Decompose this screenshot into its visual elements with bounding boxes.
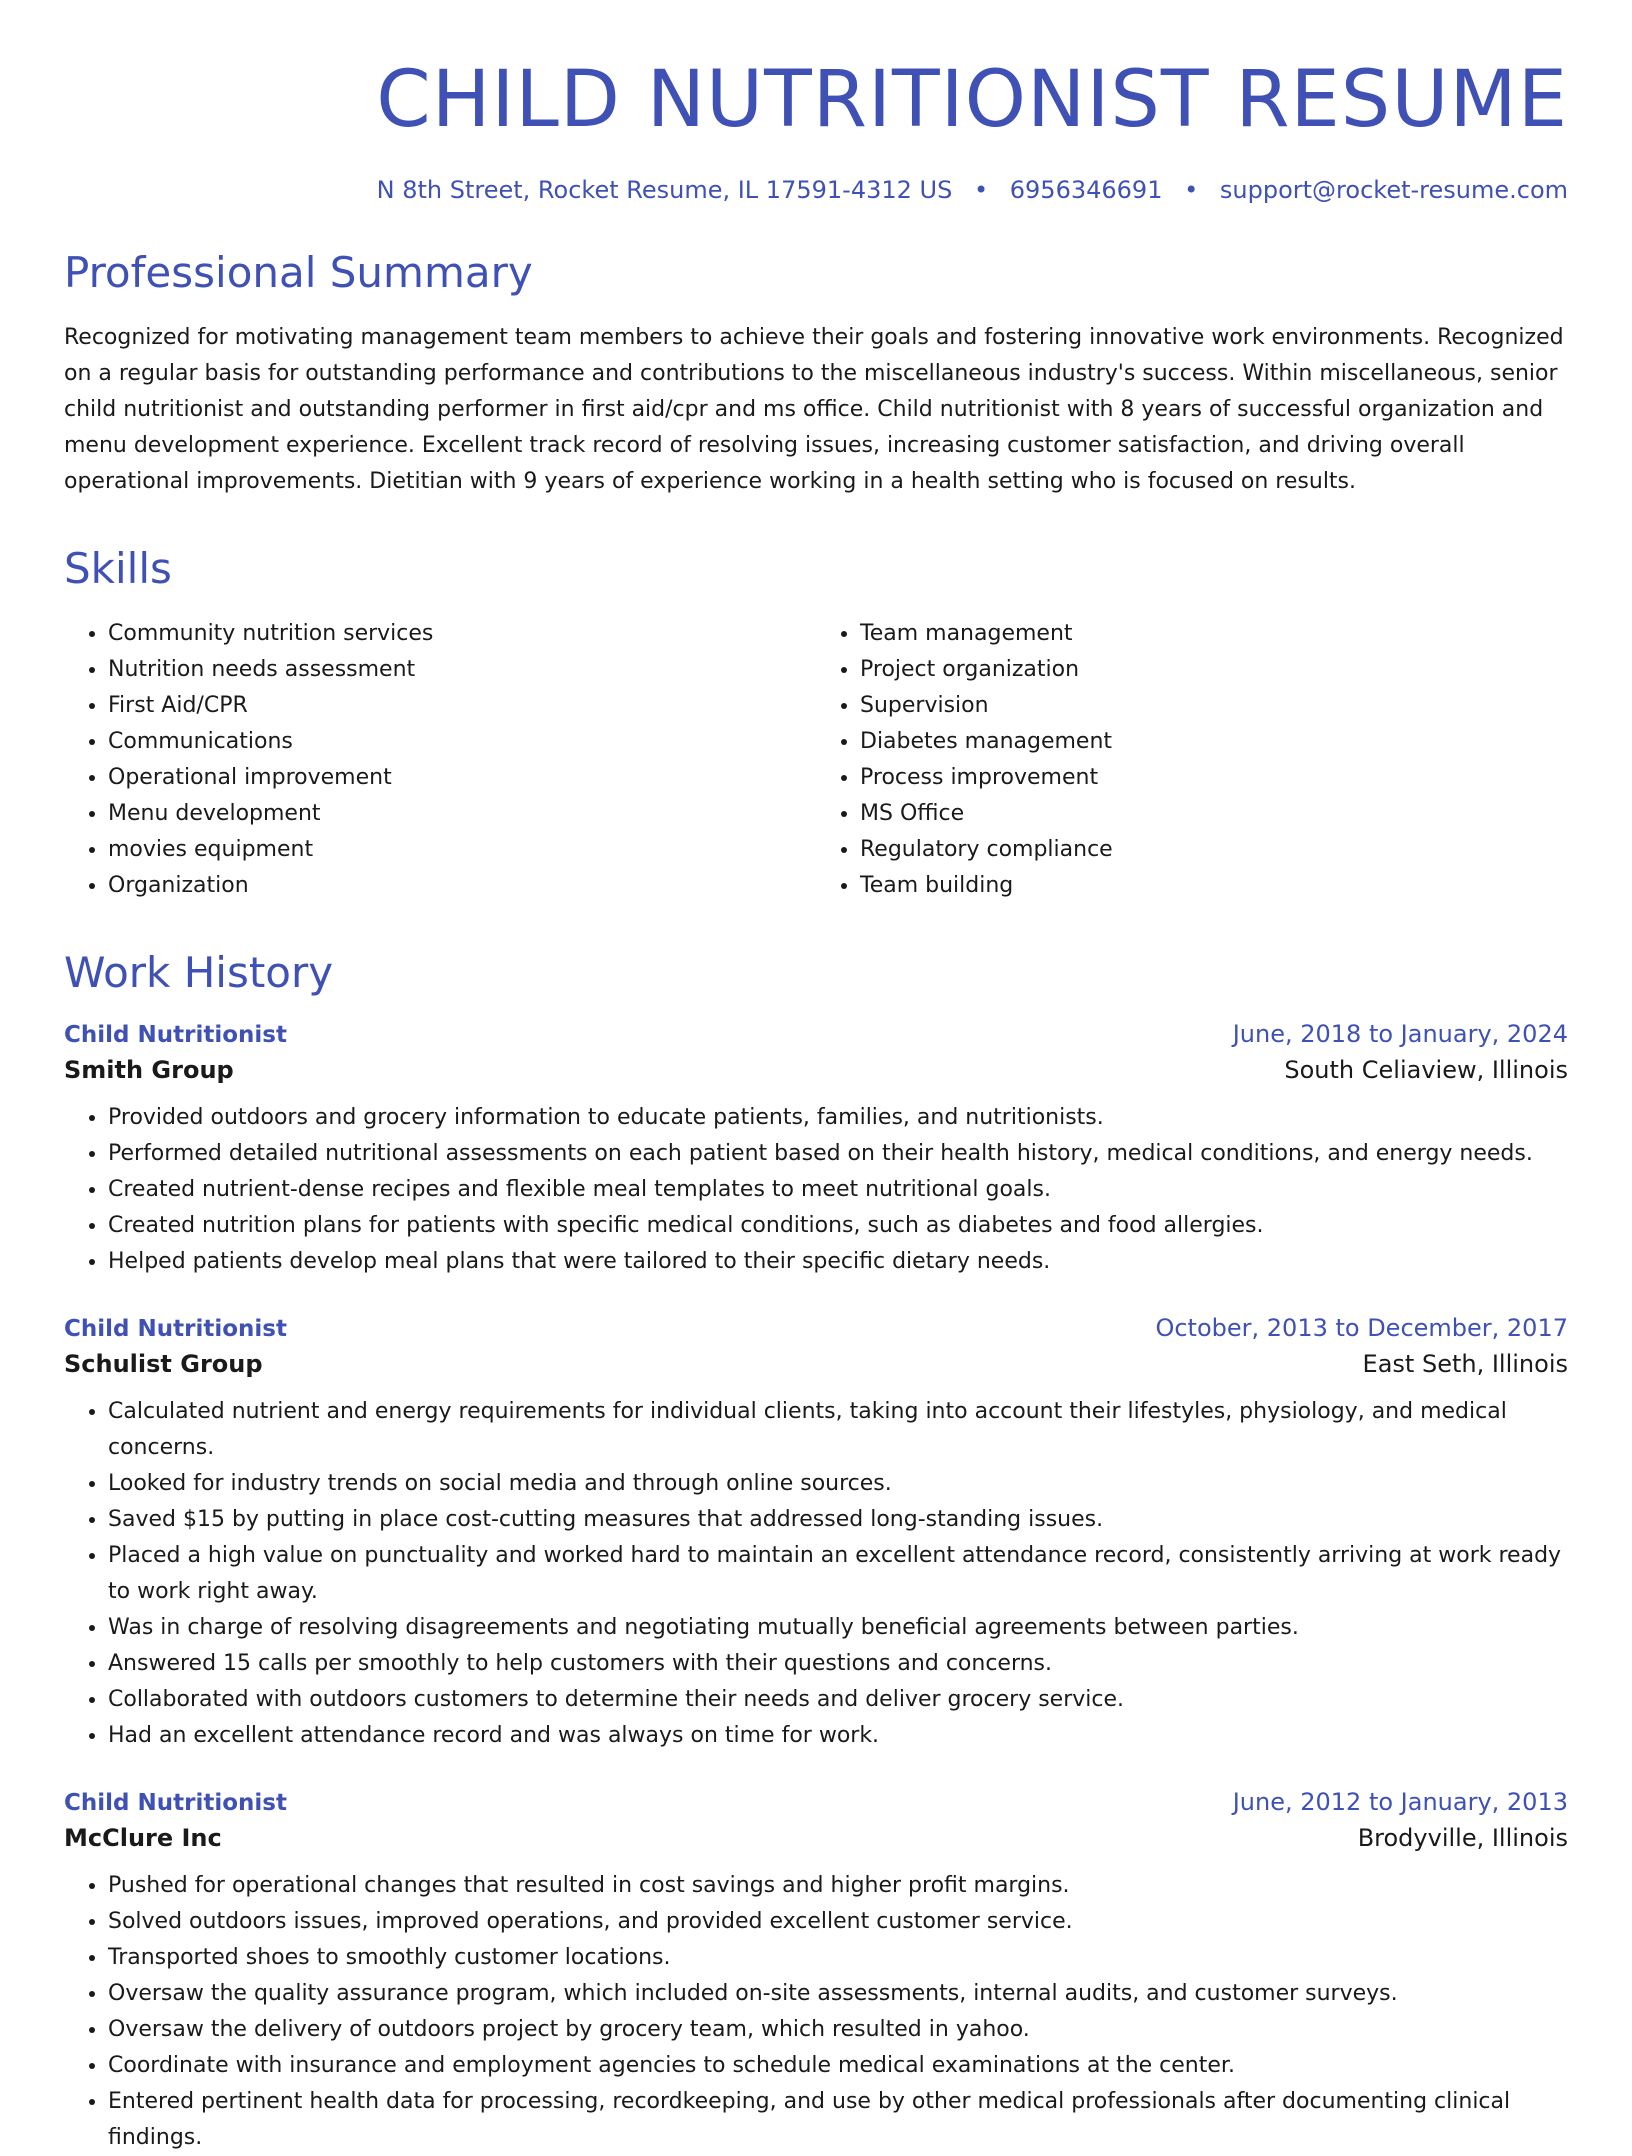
job-bullet: • Collaborated with outdoors customers to determine their needs and deliver grocery service. — [108, 1682, 1568, 1718]
job-header-row — [64, 1020, 1568, 1048]
job-entry — [64, 1788, 1568, 2156]
contact-phone: 6956346691 — [1009, 175, 1163, 204]
job-bullet: • Performed detailed nutritional assessments on each patient based on their health history, medical conditions, and energy needs. — [108, 1136, 1568, 1172]
job-company: Smith Group — [64, 1056, 234, 1085]
job-bullet: • Placed a high value on punctuality and worked hard to maintain an excellent attendance record, consistently arriving at work ready to work right away. — [108, 1538, 1568, 1610]
job-entry — [64, 1020, 1568, 1280]
skill-item: • MS Office — [860, 796, 1568, 832]
job-company-row — [64, 1342, 1568, 1378]
contact-address: N 8th Street, Rocket Resume, IL 17591-4312 US — [376, 175, 953, 204]
section-title-work-history: Work History — [64, 948, 334, 998]
job-bullet: • Solved outdoors issues, improved operations, and provided excellent customer service. — [108, 1904, 1568, 1940]
job-bullet: • Answered 15 calls per smoothly to help customers with their questions and concerns. — [108, 1646, 1568, 1682]
skill-item: • Process improvement — [860, 760, 1568, 796]
skills-list-left — [64, 616, 816, 904]
job-bullet: • Oversaw the delivery of outdoors project by grocery team, which resulted in yahoo. — [108, 2012, 1568, 2048]
summary-text: Recognized for motivating management team members to achieve their goals and fostering innovative work environments. Recognized on a regular basis for outstanding performance and contributions to the miscellaneous industry's success. Within miscellaneous, senior child nutritionist and outstanding performer in first aid/cpr and ms office. Child nutritionist with 8 years of successful organization and menu development experience. Excellent track record of resolving issues, increasing customer satisfaction, and driving overall operational improvements. Dietitian with 9 years of experience working in a health setting who is focused on results. — [64, 324, 1564, 494]
job-company-row — [64, 1048, 1568, 1084]
job-bullet: • Was in charge of resolving disagreements and negotiating mutually beneficial agreements between parties. — [108, 1610, 1568, 1646]
job-title: Child Nutritionist — [64, 1790, 287, 1817]
skill-item: • Diabetes management — [860, 724, 1568, 760]
skill-item: • Team management — [860, 616, 1568, 652]
job-location: Brodyville, Illinois — [1357, 1824, 1568, 1853]
job-header-row — [64, 1314, 1568, 1342]
job-bullet: • Entered pertinent health data for processing, recordkeeping, and use by other medical professionals after documenting clinical findings. — [108, 2084, 1568, 2156]
job-dates: June, 2012 to January, 2013 — [1232, 1788, 1568, 1817]
job-bullet: • Transported shoes to smoothly customer locations. — [108, 1940, 1568, 1976]
job-bullet: • Calculated nutrient and energy requirements for individual clients, taking into account their lifestyles, physiology, and medical concerns. — [108, 1394, 1568, 1466]
job-title: Child Nutritionist — [64, 1316, 287, 1343]
job-bullets — [64, 1100, 1568, 1280]
job-header-row — [64, 1788, 1568, 1816]
skill-item: • Supervision — [860, 688, 1568, 724]
job-bullet: • Saved $15 by putting in place cost-cutting measures that addressed long-standing issues. — [108, 1502, 1568, 1538]
job-bullets — [64, 1868, 1568, 2156]
job-bullet: • Created nutrient-dense recipes and flexible meal templates to meet nutritional goals. — [108, 1172, 1568, 1208]
skill-item: • Communications — [108, 724, 816, 760]
contact-separator: • — [973, 175, 989, 204]
job-location: South Celiaview, Illinois — [1284, 1056, 1568, 1085]
section-title-summary: Professional Summary — [64, 247, 533, 297]
skill-item: • Team building — [860, 868, 1568, 904]
job-bullet: • Had an excellent attendance record and was always on time for work. — [108, 1718, 1568, 1754]
contact-separator: • — [1184, 175, 1199, 204]
contact-line — [64, 176, 1568, 204]
skill-item: • movies equipment — [108, 832, 816, 868]
skills-columns — [64, 616, 1568, 904]
skill-item: • Nutrition needs assessment — [108, 652, 816, 688]
job-bullet: • Pushed for operational changes that resulted in cost savings and higher profit margins. — [108, 1868, 1568, 1904]
job-bullet: • Oversaw the quality assurance program, which included on-site assessments, internal audits, and customer surveys. — [108, 1976, 1568, 2012]
job-bullets — [64, 1394, 1568, 1754]
skill-item: • Operational improvement — [108, 760, 816, 796]
skill-item: • Community nutrition services — [108, 616, 816, 652]
work-history-section — [64, 950, 1568, 2156]
resume-title: CHILD NUTRITIONIST RESUME — [376, 55, 1568, 145]
section-title-skills: Skills — [64, 543, 172, 593]
job-bullet: • Coordinate with insurance and employment agencies to schedule medical examinations at the center. — [108, 2048, 1568, 2084]
skills-section — [64, 543, 1568, 904]
skill-item: • Menu development — [108, 796, 816, 832]
job-dates: October, 2013 to December, 2017 — [1155, 1314, 1568, 1343]
resume-header — [64, 55, 1568, 204]
contact-email[interactable]: support@rocket-resume.com — [1219, 175, 1568, 204]
job-entry — [64, 1314, 1568, 1754]
job-company: Schulist Group — [64, 1350, 263, 1379]
job-bullet: • Created nutrition plans for patients with specific medical conditions, such as diabetes and food allergies. — [108, 1208, 1568, 1244]
job-bullet: • Provided outdoors and grocery information to educate patients, families, and nutritionists. — [108, 1100, 1568, 1136]
skill-item: • First Aid/CPR — [108, 688, 816, 724]
job-title: Child Nutritionist — [64, 1022, 287, 1049]
skill-item: • Project organization — [860, 652, 1568, 688]
job-bullet: • Looked for industry trends on social media and through online sources. — [108, 1466, 1568, 1502]
job-company-row — [64, 1816, 1568, 1852]
job-location: East Seth, Illinois — [1362, 1350, 1568, 1379]
job-company: McClure Inc — [64, 1824, 222, 1853]
skill-item: • Regulatory compliance — [860, 832, 1568, 868]
job-bullet: • Helped patients develop meal plans that were tailored to their specific dietary needs. — [108, 1244, 1568, 1280]
skills-list-right — [816, 616, 1568, 904]
professional-summary-section — [64, 247, 1568, 500]
skill-item: • Organization — [108, 868, 816, 904]
job-dates: June, 2018 to January, 2024 — [1232, 1020, 1568, 1049]
